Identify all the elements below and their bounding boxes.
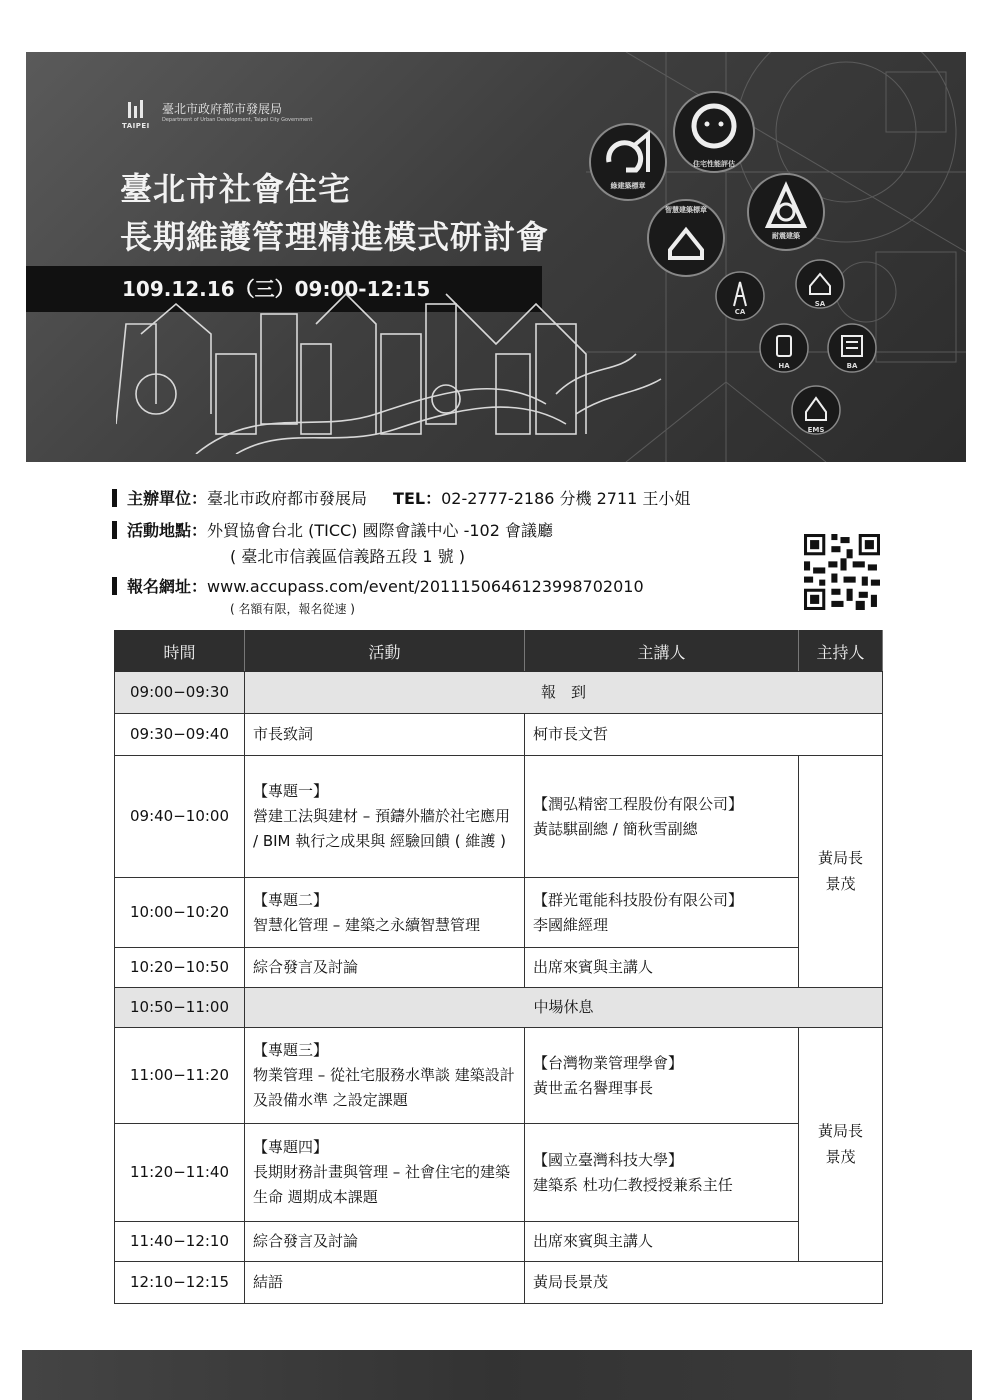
table-row (115, 1222, 883, 1262)
speaker-org: 【國立臺灣科技大學】 (533, 1150, 684, 1169)
table-row (115, 878, 883, 948)
topic-label: 【專題二】 (253, 890, 329, 909)
activity-cell (245, 1124, 525, 1222)
speaker-name: 建築系 杜功仁教授授兼系主任 (533, 1175, 733, 1194)
registration-row (112, 574, 644, 597)
host-line1: 黃局長 (817, 849, 863, 867)
time-cell: 09:40−10:00 (115, 756, 245, 878)
intelligent-building-icon (648, 200, 724, 276)
event-banner (26, 52, 966, 462)
activity-cell (245, 1028, 525, 1124)
footer-bar (22, 1350, 972, 1400)
green-building-icon (590, 124, 666, 200)
org-name: 臺北市政府都市發展局 (162, 102, 283, 116)
speaker-cell: 黃局長景茂 (525, 1262, 883, 1304)
table-row (115, 714, 883, 756)
organizer-value: 臺北市政府都市發展局 (207, 489, 368, 508)
speaker-cell (525, 1028, 799, 1124)
org-name-english: Department of Urban Development, Taipei City Government (162, 117, 313, 123)
time-cell: 10:00−10:20 (115, 878, 245, 948)
topic-title: 智慧化管理 – 建築之永續智慧管理 (253, 915, 481, 934)
housing-performance-icon (674, 92, 754, 172)
activity-cell: 結語 (245, 1262, 525, 1304)
activity-cell: 綜合發言及討論 (245, 948, 525, 988)
icon-label-ha: HA (778, 362, 790, 370)
activity-cell (245, 878, 525, 948)
activity-cell: 中場休息 (245, 988, 883, 1028)
speaker-name: 黃世孟名譽理事長 (533, 1078, 654, 1097)
host-line2: 景茂 (825, 1147, 856, 1166)
activity-cell: 市長致詞 (245, 714, 525, 756)
host-cell (799, 1028, 883, 1262)
bullet-bar (112, 489, 117, 507)
event-title-line1: 臺北市社會住宅 (120, 170, 352, 208)
venue-row (112, 518, 553, 541)
time-cell: 10:50−11:00 (115, 988, 245, 1028)
venue-value: 外貿協會台北 (TICC) 國際會議中心 -102 會議廳 (207, 521, 553, 540)
icon-label-seismic: 耐震建築 (772, 232, 800, 240)
icon-label-ems: EMS (807, 426, 825, 434)
sa-icon (796, 260, 844, 308)
seismic-building-icon (748, 174, 824, 250)
organizer-row (112, 486, 690, 509)
registration-label: 報名網址： (127, 577, 208, 596)
venue-address: ( 臺北市信義區信義路五段 1 號 ) (230, 547, 466, 566)
topic-label: 【專題四】 (253, 1138, 329, 1157)
tel-value: 02-2777-2186 分機 2711 王小姐 (441, 489, 691, 508)
time-cell: 12:10−12:15 (115, 1262, 245, 1304)
table-row (115, 948, 883, 988)
organizer-label: 主辦單位： (127, 489, 208, 508)
time-cell: 11:20−11:40 (115, 1124, 245, 1222)
table-row (115, 1262, 883, 1304)
topic-title: 物業管理 – 從社宅服務水準談 建築設計及設備水準 之設定課題 (253, 1066, 515, 1109)
icon-label-ca: CA (734, 308, 746, 316)
topic-label: 【專題一】 (253, 782, 329, 801)
registration-url[interactable]: www.accupass.com/event/2011150646123998702010 (207, 577, 644, 596)
table-row (115, 1028, 883, 1124)
topic-title: 營建工法與建材 – 預鑄外牆於社宅應用 / BIM 執行之成果與 經驗回饋 ( 維護 ) (253, 807, 511, 850)
table-row (115, 1124, 883, 1222)
time-cell: 11:40−12:10 (115, 1222, 245, 1262)
icon-label-intelligent-building: 智慧建築標章 (665, 206, 707, 214)
bullet-bar (112, 577, 117, 595)
speaker-org: 【台灣物業管理學會】 (533, 1053, 684, 1072)
header-speaker: 主講人 (525, 631, 799, 672)
speaker-name: 李國維經理 (533, 915, 609, 934)
table-row (115, 988, 883, 1028)
speaker-cell: 柯市長文哲 (525, 714, 883, 756)
venue-label: 活動地點： (127, 521, 208, 540)
speaker-cell (525, 1124, 799, 1222)
host-line2: 景茂 (825, 874, 856, 893)
qr-code-icon[interactable] (804, 534, 880, 610)
speaker-cell (525, 756, 799, 878)
table-header-row (115, 631, 883, 672)
time-cell: 09:00−09:30 (115, 672, 245, 714)
schedule-table (114, 630, 883, 1304)
registration-note: ( 名額有限，報名從速 ) (230, 602, 355, 616)
tel-label: TEL： (393, 489, 442, 508)
topic-label: 【專題三】 (253, 1041, 329, 1060)
ba-icon (828, 324, 876, 372)
icon-label-sa: SA (814, 300, 826, 308)
event-date: 109.12.16（三）09:00-12:15 (26, 266, 542, 312)
certification-icons (26, 52, 966, 462)
logo-text: TAIPEI (122, 122, 150, 130)
speaker-org: 【潤弘精密工程股份有限公司】 (533, 794, 744, 813)
ca-icon (716, 272, 764, 320)
speaker-cell: 出席來賓與主講人 (525, 1222, 799, 1262)
host-line1: 黃局長 (817, 1122, 863, 1140)
time-cell: 09:30−09:40 (115, 714, 245, 756)
speaker-org: 【群光電能科技股份有限公司】 (533, 890, 744, 909)
bullet-bar (112, 521, 117, 539)
icon-label-housing-performance: 住宅性能評估 (693, 160, 735, 168)
speaker-cell (525, 878, 799, 948)
activity-cell: 報 到 (245, 672, 883, 714)
time-cell: 10:20−10:50 (115, 948, 245, 988)
ems-icon (792, 386, 840, 434)
icon-label-ba: BA (846, 362, 858, 370)
header-activity: 活動 (245, 631, 525, 672)
table-row (115, 756, 883, 878)
host-cell (799, 756, 883, 988)
ha-icon (760, 324, 808, 372)
activity-cell (245, 756, 525, 878)
icon-label-green-building: 綠建築標章 (610, 182, 646, 190)
header-time: 時間 (115, 631, 245, 672)
speaker-cell: 出席來賓與主講人 (525, 948, 799, 988)
table-row (115, 672, 883, 714)
header-host: 主持人 (799, 631, 883, 672)
speaker-name: 黃誌騏副總 / 簡秋雪副總 (533, 819, 698, 838)
topic-title: 長期財務計畫與管理 – 社會住宅的建築生命 週期成本課題 (253, 1163, 511, 1206)
activity-cell: 綜合發言及討論 (245, 1222, 525, 1262)
time-cell: 11:00−11:20 (115, 1028, 245, 1124)
event-title-line2: 長期維護管理精進模式研討會 (120, 218, 550, 256)
